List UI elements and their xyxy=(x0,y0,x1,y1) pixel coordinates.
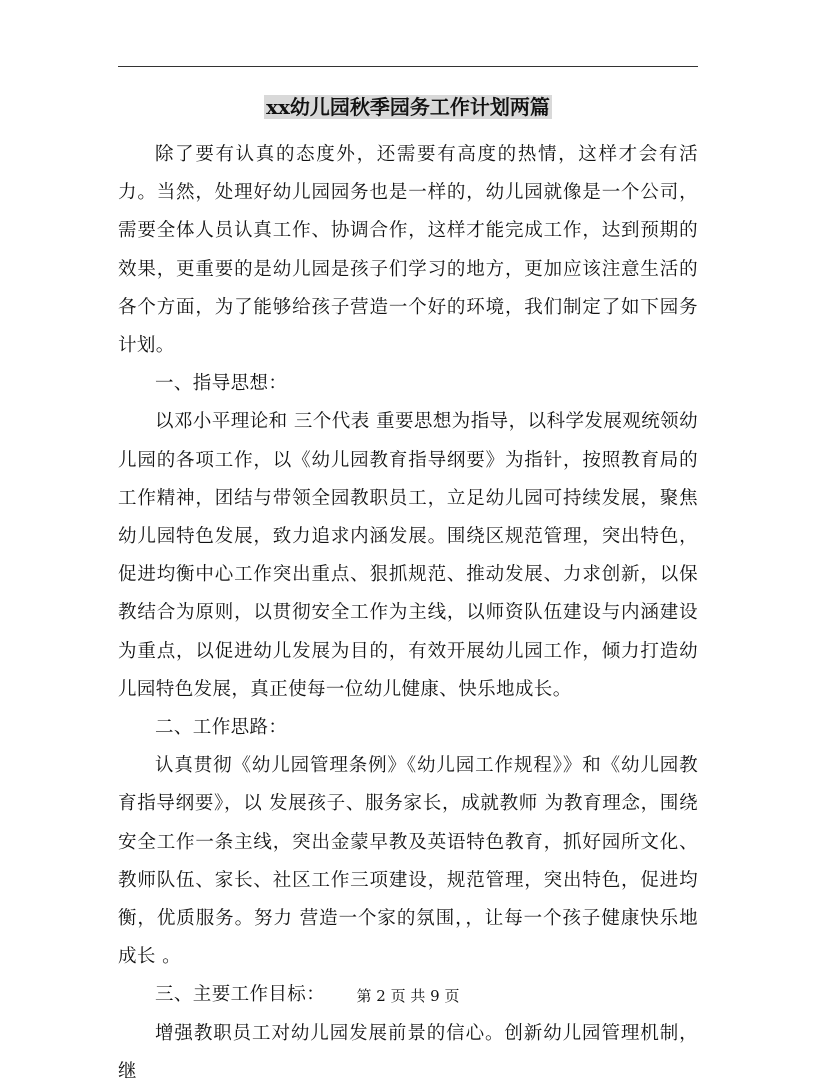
intro-paragraph: 除了要有认真的态度外，还需要有高度的热情，这样才会有活力。当然，处理好幼儿园园务也是一样的，幼儿园就像是一个公司，需要全体人员认真工作、协调合作，这样才能完成工作，达到预期的效果，更重要的是幼儿园是孩子们学习的地方，更加应该注意生活的各个方面，为了能够给孩子营造一个好的环境，我们制定了如下园务计划。 xyxy=(118,144,698,357)
guiding-ideology-paragraph: 以邓小平理论和 三个代表 重要思想为指导，以科学发展观统领幼儿园的各项工作，以《幼儿园教育指导纲要》为指针，按照教育局的工作精神，团结与带领全园教职员工，立足幼儿园可持续发展，聚焦幼儿园特色发展，致力追求内涵发展。围绕区规范管理，突出特色，促进均衡中心工作突出重点、狠抓规范、推动发展、力求创新，以保教结合为原则，以贯彻安全工作为主线，以师资队伍建设与内涵建设为重点，以促进幼儿发展为目的，有效开展幼儿园工作，倾力打造幼儿园特色发展，真正使每一位幼儿健康、快乐地成长。 xyxy=(118,411,698,700)
section-heading-main-goals: 三、主要工作目标： xyxy=(155,984,326,1006)
title-text: xx幼儿园秋季园务工作计划两篇 xyxy=(266,95,550,119)
work-approach-paragraph: 认真贯彻《幼儿园管理条例》《幼儿园工作规程》》和《幼儿园教育指导纲要》，以 发展孩子、服务家长，成就教师 为教育理念，围绕安全工作一条主线，突出金蒙早教及英语特色教育，抓好园所文化、教师队伍、家长、社区工作三项建设，规范管理，突出特色，促进均衡，优质服务。努力 营造一个家的氛围，，让每一个孩子健康快乐地成长 。 xyxy=(118,755,698,968)
header-rule xyxy=(118,66,698,67)
section-heading-guiding-ideology: 一、指导思想： xyxy=(155,373,288,395)
document-body xyxy=(118,136,698,1091)
page-number-footer: 第 2 页 共 9 页 xyxy=(356,987,460,1005)
main-goals-paragraph: 增强教职员工对幼儿园发展前景的信心。创新幼儿园管理机制，继 xyxy=(118,1022,698,1082)
document-title xyxy=(0,94,816,120)
section-heading-work-approach: 二、工作思路： xyxy=(155,717,288,739)
